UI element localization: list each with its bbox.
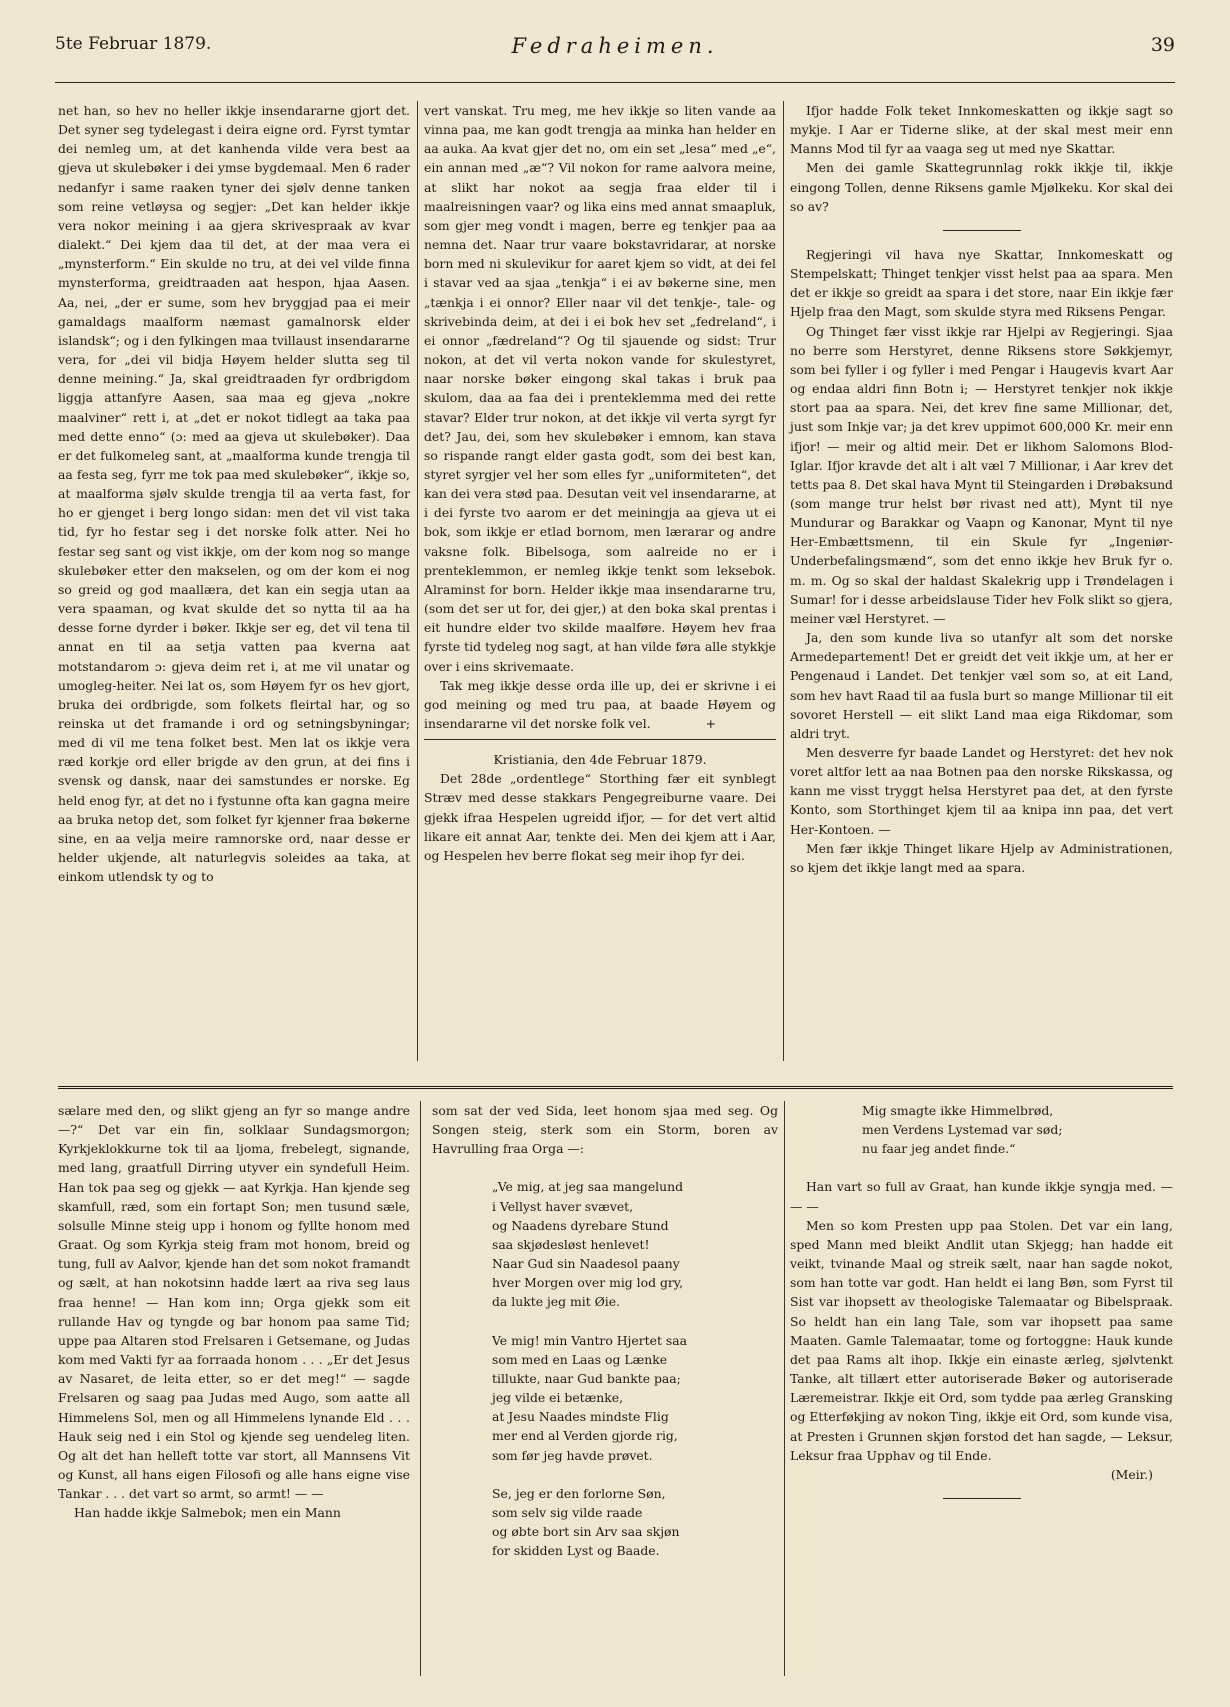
header-rule	[55, 82, 1175, 83]
top-column-1	[58, 101, 410, 886]
paragraph: Regjeringi vil hava nye Skattar, Innkomeskatt og Stempelskatt; Thinget tenkjer visst helst paa aa spara. Men det er ikkje so greidt aa spara i det store, naar Ein ikkje fær Hjelp fraa den Magt, som skulde styra med Riksens Pengar.	[790, 246, 1173, 320]
poem-line: Mig smagte ikke Himmelbrød,	[862, 1103, 1054, 1118]
poem-line: Se, jeg er den forlorne Søn,	[492, 1485, 666, 1501]
masthead-title: Fedraheimen.	[511, 34, 719, 58]
top-column-2	[424, 101, 776, 865]
poem-line: og Naadens dyrebare Stund	[492, 1217, 669, 1233]
column-divider	[420, 1101, 421, 1676]
poem-line: som før jeg havde prøvet.	[492, 1447, 653, 1463]
short-rule	[943, 230, 1021, 231]
paragraph: Han vart so full av Graat, han kunde ikkje syngja med. — — —	[790, 1179, 1173, 1214]
poem-line: jeg vilde ei betænke,	[492, 1390, 624, 1406]
poem-line: Ve mig! min Vantro Hjertet saa	[492, 1332, 688, 1348]
feuilleton-rule	[58, 1086, 1173, 1091]
short-rule	[943, 1498, 1021, 1499]
poem-stanza	[432, 1331, 778, 1465]
paragraph: Det 28de „ordentlege“ Storthing fær eit synblegt Stræv med desse stakkars Pengegreiburne vaare. Dei gjekk ifraa Hespelen ugreidd ifjor, — for det vert altid likare eit annat Aar, tenkte dei. Men dei kjem att i Aar, og Hespelen hev berre flokat seg meir ihop fyr dei.	[424, 771, 776, 863]
paragraph: vert vanskat. Tru meg, me hev ikkje so liten vande aa vinna paa, me kan godt trengja aa minka han helder en aa auka. Aa kvat gjer det no, om ein set „lesa“ med „e“, ein annan med „æ“? Vil nokon for rame aalvora meine, at slikt har nokot aa segja fraa elder til i maalreisningen vaar? og lika eins med annat smaapluk, som gjer meg vondt i magen, berre eg tenkjer paa aa nemna det. Naar trur vaare bokstavridarar, at norske born med ni skulevikur for aaret kjem so vidt, at dei fel i stavar ved aa sjaa „tenkja“ i ei av bøkerne sine, men „tænkja i ei onnor? Eller naar vil det tenkje-, tale- og skrivebinda deim, at dei i ei bok hev set „fedreland“, i ei onnor „fædreland“? Og til sjauende og sidst: Trur nokon, at det vil verta nokon vande for skulestyret, naar norske bøker eingong skal takas i bruk paa skulom, daa aa faa dei i prenteklemma med dei rette stavar? Elder trur nokon, at det ikkje vil verta syrgt fyr det? Jau, dei, som hev skulebøker i emnom, kan stava so rispande rangt elder gasta godt, som dei best kan, styret syrgjer vel her som elles fyr „uniformiteten“, det kan dei vera stød paa. Desutan veit vel insendararne, at i dei fyrste tvo aarom er det meiningja aa gjeva ut ei bok, som ikkje er etlad bornom, men lærarar og andre vaksne folk. Bibelsoga, som aalreide no er i prenteklemmon, er nemleg ikkje tenkt som leksebok. Alraminst for born. Helder ikkje maa insendararne tru, (som det ser ut for, dei gjer,) at den boka skal prentas i eit hundre elder tvo skilde maalføre. Høyem hev fraa fyrste tid tydeleg nog sagt, at han vilde føra alle stykkje over i eins skrivemaate.	[424, 103, 776, 674]
dateline: Kristiania, den 4de Februar 1879.	[493, 752, 707, 768]
poem-line: og øbte bort sin Arv saa skjøn	[492, 1523, 680, 1539]
paragraph: Men so kom Presten upp paa Stolen. Det var ein lang, sped Mann med bleikt Andlit utan Skjegg; han hadde eit veikt, tvinande Maal og streik sælt, naar han sagde nokot, som han totte var godt. Han heldt ei lang Bøn, som Fyrst til Sist var ihopsett av theologiske Talemaatar og Bibelspraak. So heldt han ein lang Tale, som var ihopsett paa same Maaten. Gamle Talemaatar, tome og fortoggne: Hauk kunde det paa Rams alt ihop. Ikkje ein einaste ærleg, sjølvtenkt Tanke, alt tillært etter autoriserade Bøker og autoriserade Læremeistrar. Ikkje eit Ord, som tydde paa ærleg Gransking og Etterføkjing av nokon Ting, ikkje eit Ord, som kunde visa, at Presten i Grunnen skjøn forstod det han sagde, — Leksur, Leksur fraa Upphav og til Ende.	[790, 1217, 1173, 1463]
paragraph: som sat der ved Sida, leet honom sjaa med seg. Og Songen steig, sterk som ein Storm, boren av Havrulling fraa Orga —:	[432, 1103, 778, 1157]
paragraph: sælare med den, og slikt gjeng an fyr so mange andre —?“ Det var ein fin, solklaar Sundagsmorgon; Kyrkjeklokkurne tok til aa ljoma, frebelegt, signande, med lang, graatfull Dirring utyver ein syndefull Heim. Han tok paa seg og gjekk — aat Kyrkja. Han kjende seg skamfull, ræd, som ein fortapt Son; men tusund sæle, solsulle Minne steig upp i honom og fyllte honom med Graat. Og som Kyrkja steig fram mot honom, breid og tung, full av Aalvor, kjende han det som nokot framandt og sælt, at han nokotsinn hadde lært aa riva seg laus fraa henne! — Han kom inn; Orga gjekk som eit rullande Hav og tyngde og bar honom paa same Tid; uppe paa Altaren stod Frelsaren i Getsemane, og Judas kom med Vakti fyr aa forraada honom . . . „Er det Jesus av Nasaret, de leita etter, so er det meg!“ — sagde Frelsaren og saag paa Judas med Augo, som aatte all Himmelens Sol, men og all Himmelens lynande Eld . . . Hauk seig ned i ein Stol og kjende seg uendeleg liten. Og alt det han helleft totte var stort, all Mannsens Vit og Kunst, all hans eigen Filosofi og alle hans eigne vise Tankar . . . det vart so armt, so armt! — —	[58, 1103, 410, 1502]
paragraph: Ifjor hadde Folk teket Innkomeskatten og ikkje sagt so mykje. I Aar er Tiderne slike, at der skal mest meir enn Manns Mod til fyr aa vaaga seg ut med nye Skattar.	[790, 103, 1173, 157]
continued-note: (Meir.)	[1110, 1466, 1153, 1482]
column-divider	[784, 1101, 785, 1676]
paragraph: Men desverre fyr baade Landet og Herstyret: det hev nok voret altfor lett aa naa Botnen paa den norske Rikskassa, og kann me visst tryggt helsa Herstyret paa det, at den fyrste Konto, som Storthinget kjem til aa knipa inn paa, det vert Her-Kontoen. —	[790, 745, 1173, 837]
column-divider	[417, 101, 418, 1061]
poem-line: men Verdens Lystemad var sød;	[862, 1122, 1063, 1138]
poem-line: i Vellyst haver svævet,	[492, 1198, 634, 1214]
bottom-column-3	[790, 1101, 1173, 1513]
poem-line: saa skjødesløst henlevet!	[492, 1236, 650, 1252]
paragraph: Og Thinget fær visst ikkje rar Hjelpi av Regjeringi. Sjaa no berre som Herstyret, denne Riksens store Søkkjemyr, som bei fyller i og fyller i med Pengar i Haugevis kvart Aar og endaa aldri finn Botn i; — Herstyret tenkjer nok ikkje stort paa aa spara. Nei, det krev fine same Millionar, det, just som Inkje var; ja det krev uppimot 600,000 Kr. meir enn ifjor! — meir og altid meir. Det er likhom Salomons Blod-Iglar. Ifjor kravde det alt i alt væl 7 Millionar, i Aar krev det tetts paa 8. Det skal hava Mynt til Steingarden i Drøbaksund (som mange trur helst bør rivast ned att), Mynt til nye Mundurar og Barakkar og Vaapn og Kanonar, Mynt til nye Her-Embættsmenn, til ein Skule fyr „Ingeniør-Underbefalingsmænd“, som det enno ikkje hev Bruk fyr o. m. m. Og so skal der haldast Skalekrig upp i Trøndelagen i Sumar! for i desse arbeidslause Tider hev Folk slikt so gjera, meiner væl Herstyret. —	[790, 323, 1173, 626]
poem-line: „Ve mig, at jeg saa mangelund	[492, 1179, 684, 1195]
poem-line: som selv sig vilde raade	[492, 1504, 643, 1520]
poem-line: at Jesu Naades mindste Flig	[492, 1409, 669, 1425]
top-column-3	[790, 101, 1173, 877]
page-header	[55, 34, 1175, 64]
section-rule	[424, 739, 776, 740]
poem-stanza	[432, 1177, 778, 1311]
bottom-column-2	[432, 1101, 778, 1560]
paragraph: Men fær ikkje Thinget likare Hjelp av Administrationen, so kjem det ikkje langt med aa spara.	[790, 840, 1173, 875]
paragraph: Men dei gamle Skattegrunnlag rokk ikkje til, ikkje eingong Tollen, denne Riksens gamle Mjølkeku. Kor skal dei so av?	[790, 160, 1173, 214]
poem-line: nu faar jeg andet finde.“	[862, 1141, 1016, 1157]
poem-line: tillukte, naar Gud bankte paa;	[492, 1370, 681, 1386]
issue-date: 5te Februar 1879.	[55, 34, 212, 54]
poem-stanza	[790, 1101, 1173, 1158]
bottom-column-1	[58, 1101, 410, 1522]
column-divider	[783, 101, 784, 1061]
page-number: 39	[1150, 34, 1175, 56]
poem-line: for skidden Lyst og Baade.	[492, 1543, 660, 1559]
poem-stanza	[432, 1484, 778, 1561]
poem-line: som med en Laas og Lænke	[492, 1351, 668, 1367]
paragraph: Ja, den som kunde liva so utanfyr alt som det norske Armedepartement! Det er greidt det veit ikkje um, at her er Pengenaud i Landet. Det tenkjer væl som so, at eit Land, som hev havt Raad til aa fusla burt so mange Millionar til eit sovoret Herstell — eit slikt Land maa eiga Rikdomar, som aldri tryt.	[790, 630, 1173, 741]
poem-line: da lukte jeg mit Øie.	[492, 1294, 621, 1310]
paragraph: Tak meg ikkje desse orda ille up, dei er skrivne i ei god meining og med tru paa, at baade Høyem og insendararne vil det norske folk vel.	[424, 677, 776, 731]
poem-line: hver Morgen over mig lod gry,	[492, 1275, 684, 1291]
poem-line: Naar Gud sin Naadesol paany	[492, 1256, 680, 1272]
poem-line: mer end al Verden gjorde rig,	[492, 1428, 678, 1444]
paragraph: net han, so hev no heller ikkje insendararne gjort det. Det syner seg tydelegast i deira eigne ord. Fyrst tymtar dei nemleg um, at det kanhenda vilde vera best aa gjeva ut skulebøker i dei ymse bygdemaal. Men 6 rader nedanfyr i same raaken tyner dei sjølv denne tanken som reine vetløysa og segjer: „Det kan helder ikkje vera nokor meining i aa gjera skrivespraak av kvar dialekt.“ Dei kjem daa til det, at der maa vera ei „mynsterform.“ Ein skulde no tru, at dei vel vilde finna mynsterforma, greidtraaden aat hespon, hjaa Aasen. Aa, nei, „der er sume, som hev bryggjad paa ei meir gamaldags maalform næmast gamalnorsk elder islandsk“; og i den fylkingen maa tvillaust insendararne vera, for „dei vil bidja Høyem helder slutta seg til denne meining.“ Ja, skal greidtraaden fyr ordbrigdom liggja attanfyre Aasen, saa maa eg gjeva „nokre maalviner“ rett i, at „det er nokot tidlegt aa taka paa med dette enno“ (ɔ: med aa gjeva ut skulebøker). Daa er det fulkomeleg sant, at „maalforma kunde trengja til aa festa seg, fyrr me tok paa med skulebøker“, ikkje so, at maalforma sjølv skulde trengja til aa verta fast, for ho er gjenget i berg longo sidan: men det vil vist taka tid, fyr ho festar seg i det norske folk atter. Nei ho festar seg sant og vist ikkje, om der kom nog so mange skulebøker etter den makselen, og om der kom ei nog so greid og god maallæra, det kan ein segja utan aa vera spaaman, og kvat skulde det so nytta til aa ha desse forne dyrder i bøker. Ikkje ser eg, det vil tena til annat en til aa setja vatten paa kverna aat motstandarom ɔ: gjeva deim ret i, at me vil unatar og umogleg-heiter. Nei lat os, som Høyem fyr os hev gjort, bruka dei ordbrigde, som folkets fleirtal har, og so reinska ut det framande i ord og setningsbyningar; med di vil me tena folket best. Men lat os ikkje vera ræd korkje ord eller brigde av den grun, at dei fins i svensk og dansk, naar dei samstundes er norske. Eg held enog fyr, at det no i fystunne ofta kan gagna meire aa bruka netop det, som folket fyr kjenner fraa bøkerne sine, en aa velja meire ramnorske ord, naar desse er helder ukjende, alt naturlegvis soleides aa taka, at einkom utlendsk ty og to	[58, 103, 410, 885]
end-mark: +	[705, 716, 716, 732]
paragraph: Han hadde ikkje Salmebok; men ein Mann	[74, 1505, 341, 1521]
